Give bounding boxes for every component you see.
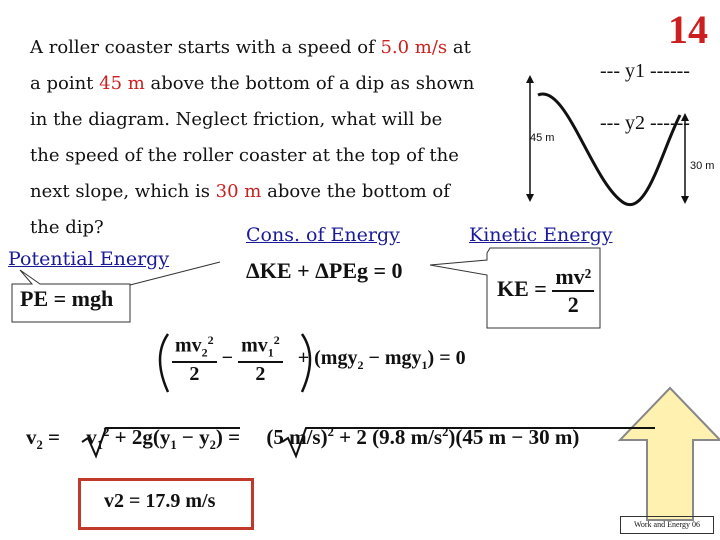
kinetic-energy-label: Kinetic Energy — [469, 224, 613, 246]
footer-label: Work and Energy 06 — [620, 516, 714, 534]
right-height-label: 30 m — [690, 160, 715, 172]
problem-line-2: a point 45 m above the bottom of a dip as shown — [30, 73, 475, 94]
problem-line-5: next slope, which is 30 m above the bottom of — [30, 181, 450, 202]
height1-value: 45 m — [99, 73, 145, 94]
result-equation: v2 = 17.9 m/s — [104, 490, 216, 512]
pe-callout-pointer — [130, 262, 220, 285]
up-arrow — [620, 388, 720, 520]
height2-value: 30 m — [215, 181, 262, 202]
conservation-equation: ΔKE + ΔPEg = 0 — [246, 258, 403, 283]
y2-label: --- y2 ------ — [600, 112, 690, 134]
pe-equation: PE = mgh — [20, 286, 114, 311]
problem-line-6: the dip? — [30, 217, 104, 238]
potential-energy-label: Potential Energy — [8, 248, 170, 270]
problem-line-1: A roller coaster starts with a speed of 5.0 m/s at — [30, 37, 471, 58]
problem-line-4: the speed of the roller coaster at the top of the — [30, 145, 459, 166]
speed-formula: $v_2$ = $v_1^2 + 2g(y_1 - y_2)$ = (5 m/s)$^2$ + 2 (9.8 $m/s^2)(45$ m − 30 m) — [26, 425, 580, 453]
ke-equation: KE = $\frac{\text{mv²}}{2}$ — [497, 264, 594, 318]
energy-expansion: $\frac{mv_2^2}{2}$ − $\frac{mv_1^2}{2}$ + (mgy$_2$ − mgy$_1$) = 0 — [172, 333, 466, 386]
y1-label: --- y1 ------ — [600, 60, 690, 82]
problem-line-3: in the diagram. Neglect friction, what will be — [30, 109, 443, 130]
cons-energy-label: Cons. of Energy — [246, 224, 400, 246]
left-height-label: 45 m — [530, 132, 555, 144]
slide-number: 14 — [668, 7, 708, 52]
speed-value: 5.0 m/s — [380, 37, 448, 58]
